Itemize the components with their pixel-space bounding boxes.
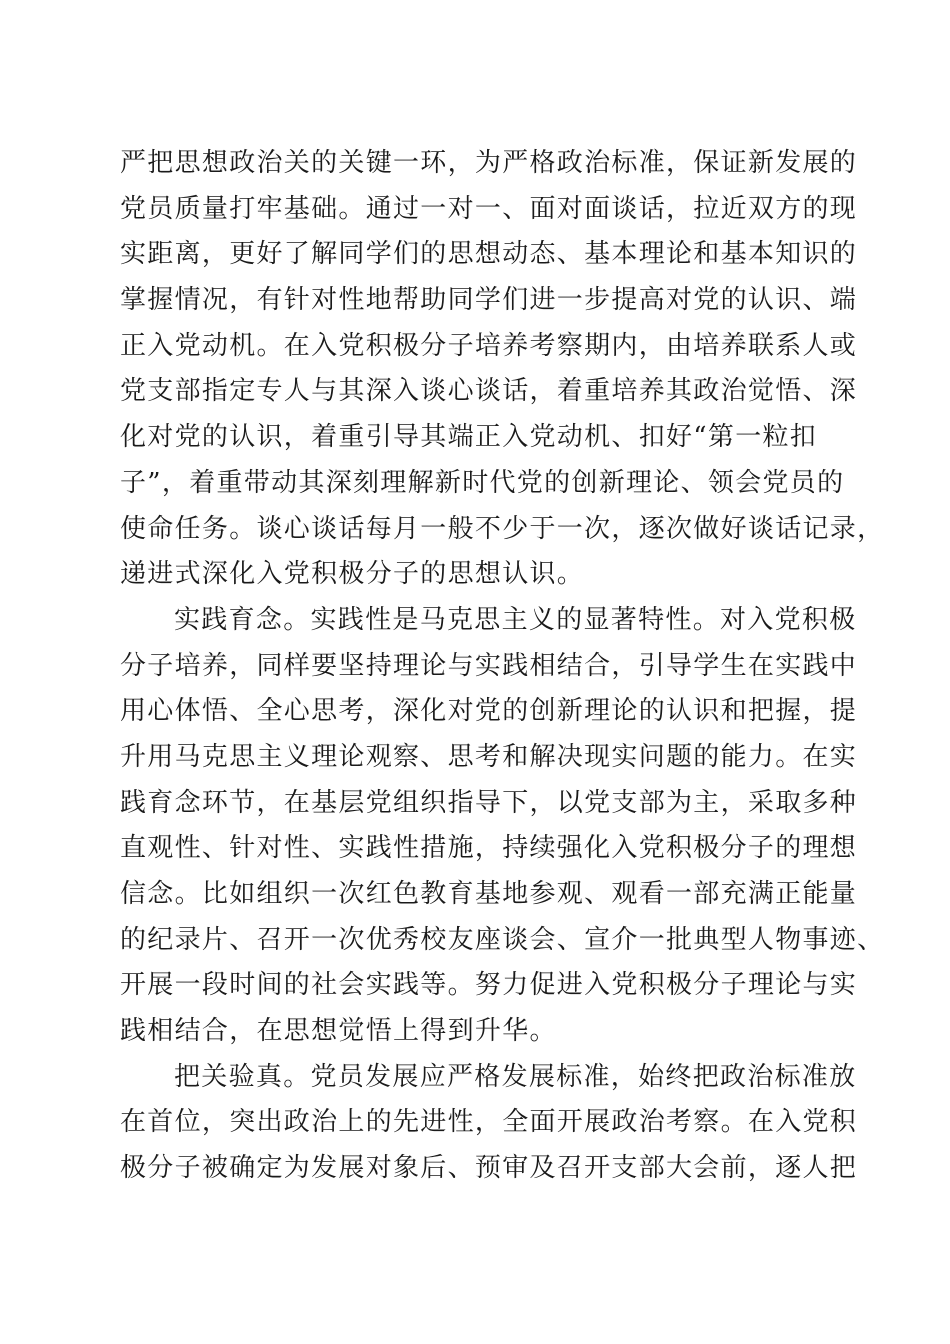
paragraph-line: 践育念环节，在基层党组织指导下，以党支部为主，采取多种	[120, 787, 858, 818]
paragraph-line: 的纪录片、召开一次优秀校友座谈会、宣介一批典型人物事迹、	[120, 924, 885, 955]
paragraph-practice	[120, 598, 885, 1055]
paragraph-line: 党支部指定专人与其深入谈心谈话，着重培养其政治觉悟、深	[120, 376, 858, 407]
paragraph-line: 升用马克思主义理论观察、思考和解决现实问题的能力。在实	[120, 741, 858, 772]
paragraph-line: 信念。比如组织一次红色教育基地参观、观看一部充满正能量	[120, 879, 858, 909]
paragraph-line: 化对党的认识，着重引导其端正入党动机、扣好“第一粒扣	[120, 422, 818, 453]
paragraph-line: 掌握情况，有针对性地帮助同学们进一步提高对党的认识、端	[120, 285, 858, 316]
paragraph-line: 子”，着重带动其深刻理解新时代党的创新理论、领会党员的	[120, 467, 845, 498]
document-body	[120, 141, 885, 1192]
paragraph-line: 开展一段时间的社会实践等。努力促进入党积极分子理论与实	[120, 970, 858, 1001]
paragraph-line: 直观性、针对性、实践性措施，持续强化入党积极分子的理想	[120, 833, 858, 864]
paragraph-line: 在首位，突出政治上的先进性，全面开展政治考察。在入党积	[120, 1107, 858, 1138]
paragraph-line: 严把思想政治关的关键一环，为严格政治标准，保证新发展的	[120, 148, 858, 178]
paragraph-line: 用心体悟、全心思考，深化对党的创新理论的认识和把握，提	[120, 696, 858, 727]
paragraph-line: 践相结合，在思想觉悟上得到升华。	[120, 1016, 557, 1047]
paragraph-verification	[120, 1055, 858, 1192]
paragraph-line: 把关验真。党员发展应严格发展标准，始终把政治标准放	[174, 1061, 857, 1092]
paragraph-line: 分子培养，同样要坚持理论与实践相结合，引导学生在实践中	[120, 650, 858, 681]
paragraph-talk	[120, 141, 885, 598]
paragraph-line: 实践育念。实践性是马克思主义的显著特性。对入党积极	[174, 604, 857, 635]
paragraph-line: 党员质量打牢基础。通过一对一、面对面谈话，拉近双方的现	[120, 193, 858, 224]
paragraph-line: 使命任务。谈心谈话每月一般不少于一次，逐次做好谈话记录，	[120, 513, 885, 544]
paragraph-line: 正入党动机。在入党积极分子培养考察期内，由培养联系人或	[120, 330, 858, 361]
paragraph-line: 递进式深化入党积极分子的思想认识。	[120, 559, 585, 590]
paragraph-line: 实距离，更好了解同学们的思想动态、基本理论和基本知识的	[120, 239, 858, 270]
paragraph-line: 极分子被确定为发展对象后、预审及召开支部大会前，逐人把	[120, 1153, 858, 1184]
